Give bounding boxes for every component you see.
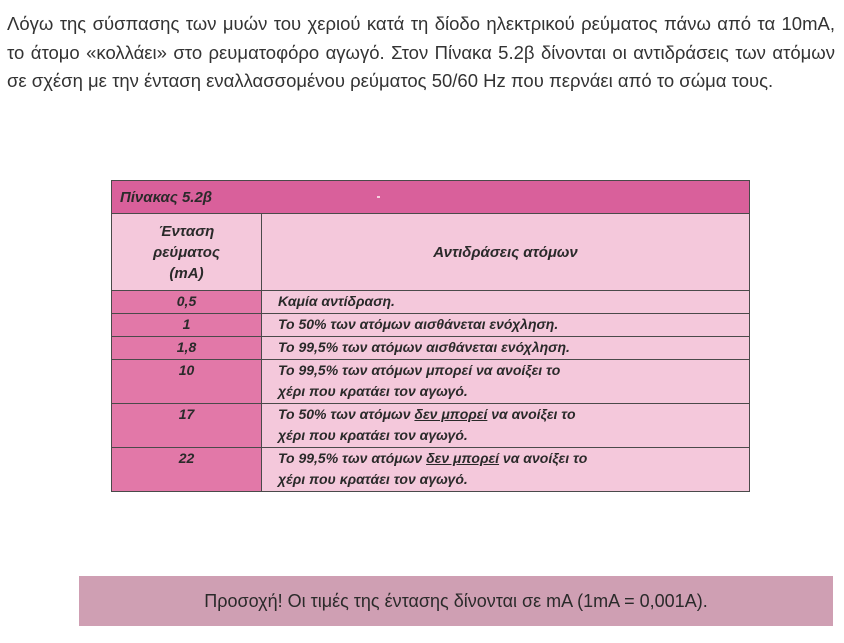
header-current-line3: (mA) bbox=[169, 264, 204, 282]
header-current-line1: Ένταση bbox=[158, 222, 215, 240]
reaction-post: να ανοίξει το bbox=[487, 406, 576, 422]
current-value: 1,8 bbox=[112, 337, 262, 360]
table-row bbox=[112, 448, 750, 492]
intro-paragraph: Λόγω της σύσπασης των μυών του χεριού κατά τη δίοδο ηλεκτρικού ρεύματος πάνω από τα 10mA, το άτομο «κολλάει» στο ρευματοφόρο αγωγό. Στον Πίνακα 5.2β δίνονται οι αντιδράσεις των ατόμων σε σχέση με την ένταση εναλλασσομένου ρεύματος 50/60 Hz που περνάει από το σώμα τους. bbox=[7, 13, 835, 91]
reaction-line1: Το 99,5% των ατόμων μπορεί να ανοίξει το bbox=[278, 362, 561, 378]
header-reactions: Αντιδράσεις ατόμων bbox=[262, 214, 750, 291]
reaction-text bbox=[262, 360, 750, 404]
table-row bbox=[112, 404, 750, 448]
reaction-line2: χέρι που κρατάει τον αγωγό. bbox=[278, 471, 468, 487]
current-value: 1 bbox=[112, 314, 262, 337]
reaction-line2: χέρι που κρατάει τον αγωγό. bbox=[278, 383, 468, 399]
header-current-line2: ρεύματος bbox=[153, 243, 220, 261]
current-value: 0,5 bbox=[112, 291, 262, 314]
table-row bbox=[112, 337, 750, 360]
reaction-text: Το 50% των ατόμων αισθάνεται ενόχληση. bbox=[262, 314, 750, 337]
current-value: 22 bbox=[112, 448, 262, 492]
print-speck bbox=[377, 196, 380, 198]
table-row bbox=[112, 360, 750, 404]
header-current bbox=[112, 214, 262, 291]
reaction-post: να ανοίξει το bbox=[499, 450, 588, 466]
table-row bbox=[112, 291, 750, 314]
reaction-pre: Το 99,5% των ατόμων bbox=[278, 450, 427, 466]
current-value: 10 bbox=[112, 360, 262, 404]
table-5-2b bbox=[111, 180, 749, 492]
reaction-line2: χέρι που κρατάει τον αγωγό. bbox=[278, 427, 468, 443]
note-banner bbox=[79, 576, 833, 626]
reactions-table bbox=[111, 180, 750, 492]
reaction-text: Καμία αντίδραση. bbox=[262, 291, 750, 314]
current-value: 17 bbox=[112, 404, 262, 448]
reaction-text bbox=[262, 404, 750, 448]
reaction-emphasis: δεν μπορεί bbox=[414, 406, 488, 422]
table-row bbox=[112, 314, 750, 337]
reaction-text bbox=[262, 448, 750, 492]
table-title: Πίνακας 5.2β bbox=[112, 181, 750, 214]
reaction-emphasis: δεν μπορεί bbox=[426, 450, 500, 466]
reaction-pre: Το 50% των ατόμων bbox=[278, 406, 415, 422]
reaction-text: Το 99,5% των ατόμων αισθάνεται ενόχληση. bbox=[262, 337, 750, 360]
note-text: Προσοχή! Οι τιμές της έντασης δίνονται σε mA (1mA = 0,001A). bbox=[204, 591, 708, 611]
